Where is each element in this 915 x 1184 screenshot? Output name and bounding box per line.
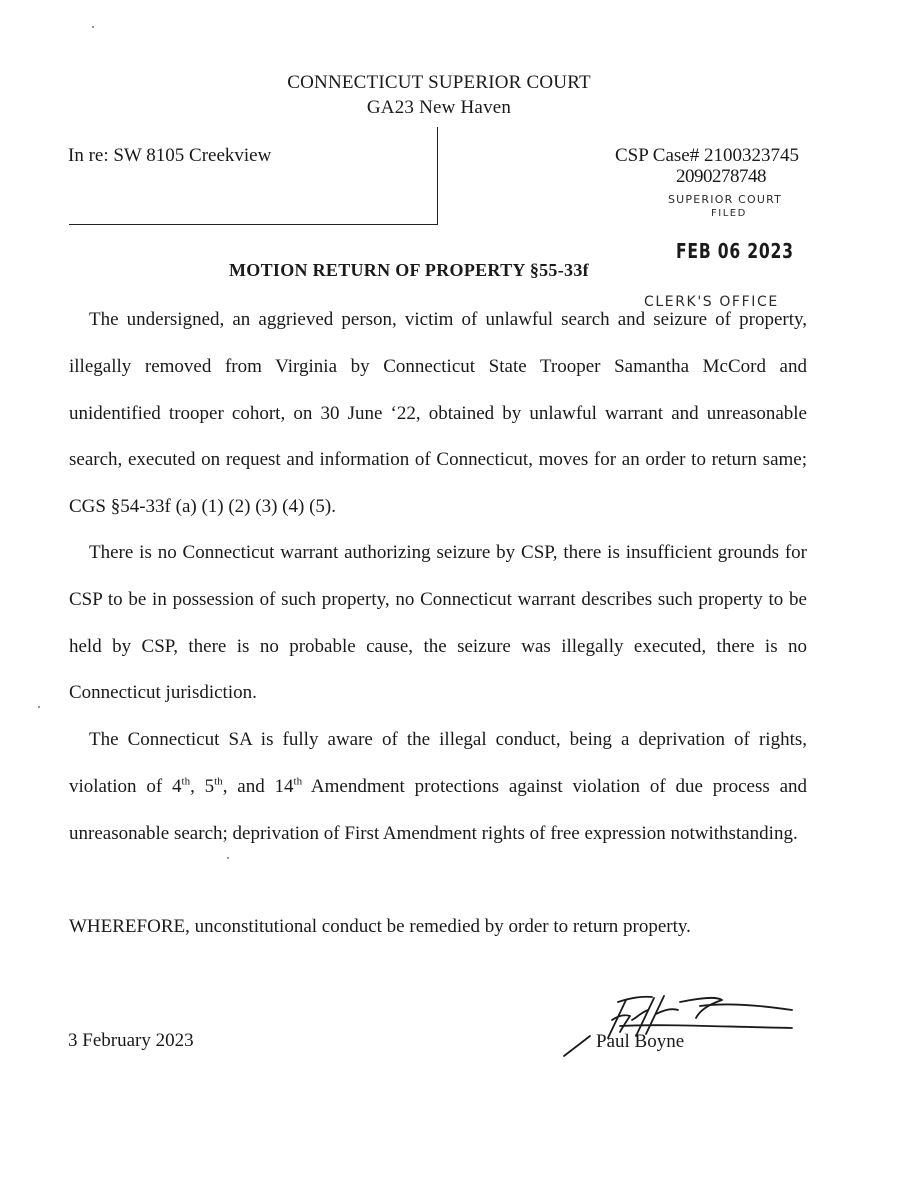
- scan-speck: [38, 706, 40, 708]
- body-paragraph-1: [69, 297, 807, 531]
- body-paragraph-4: [69, 904, 807, 951]
- motion-title: MOTION RETURN OF PROPERTY §55-33f: [229, 260, 589, 280]
- docket-number-overprint: 2090278748: [676, 166, 766, 187]
- case-number: CSP Case# 2100323745: [614, 145, 799, 166]
- ordinal-suffix: th: [214, 775, 223, 788]
- scan-speck: [92, 26, 94, 28]
- caption-divider-horizontal: [69, 224, 438, 225]
- body-paragraph-3-text-c: , and 14: [222, 775, 294, 797]
- scan-speck: [227, 857, 229, 859]
- body-paragraph-3-text-d: Amendment protections against violation of due process and unreasonable search; deprivation of First Amendment rights of free expression notwithstanding.: [69, 775, 807, 844]
- body-paragraph-3-text-b: , 5: [190, 775, 215, 797]
- signer-name: Paul Boyne: [596, 1031, 685, 1052]
- filing-stamp-date: FEB 06 2023: [676, 239, 794, 263]
- ordinal-suffix: th: [181, 775, 191, 788]
- body-paragraph-1-text: The undersigned, an aggrieved person, victim of unlawful search and seizure of property, illegally removed from Virginia by Connecticut State Trooper Samantha McCord and unidentified trooper cohort, on 30 June ‘22, obtained by unlawful warrant and unreasonable search, executed on request and information of Connecticut, moves for an order to return same; CGS §54-33f (a) (1) (2) (3) (4) (5).: [69, 309, 807, 518]
- court-name: CONNECTICUT SUPERIOR COURT: [287, 72, 591, 93]
- body-paragraph-2: [69, 530, 807, 717]
- signature-date: 3 February 2023: [68, 1030, 194, 1051]
- body-paragraph-4-text: WHEREFORE, unconstitutional conduct be remedied by order to return property.: [69, 916, 691, 937]
- body-paragraph-2-text: There is no Connecticut warrant authorizing seizure by CSP, there is insufficient grounds for CSP to be in possession of such property, no Connecticut warrant describes such property to be held by CSP, there is no probable cause, the seizure was illegally executed, there is no Connecticut jurisdiction.: [69, 542, 807, 704]
- case-caption: In re: SW 8105 Creekview: [68, 145, 272, 166]
- body-paragraph-3-text-a: The Connecticut SA is fully aware of the illegal conduct, being a deprivation of rights, violation of 4: [69, 729, 807, 797]
- filing-stamp-office: CLERK'S OFFICE: [644, 294, 779, 310]
- caption-divider-vertical: [437, 127, 438, 225]
- filing-stamp-filed: FILED: [711, 208, 747, 219]
- filing-stamp-court: SUPERIOR COURT: [668, 193, 783, 206]
- ordinal-suffix: th: [293, 775, 303, 788]
- court-location: GA23 New Haven: [366, 97, 512, 118]
- body-paragraph-3: [69, 717, 807, 857]
